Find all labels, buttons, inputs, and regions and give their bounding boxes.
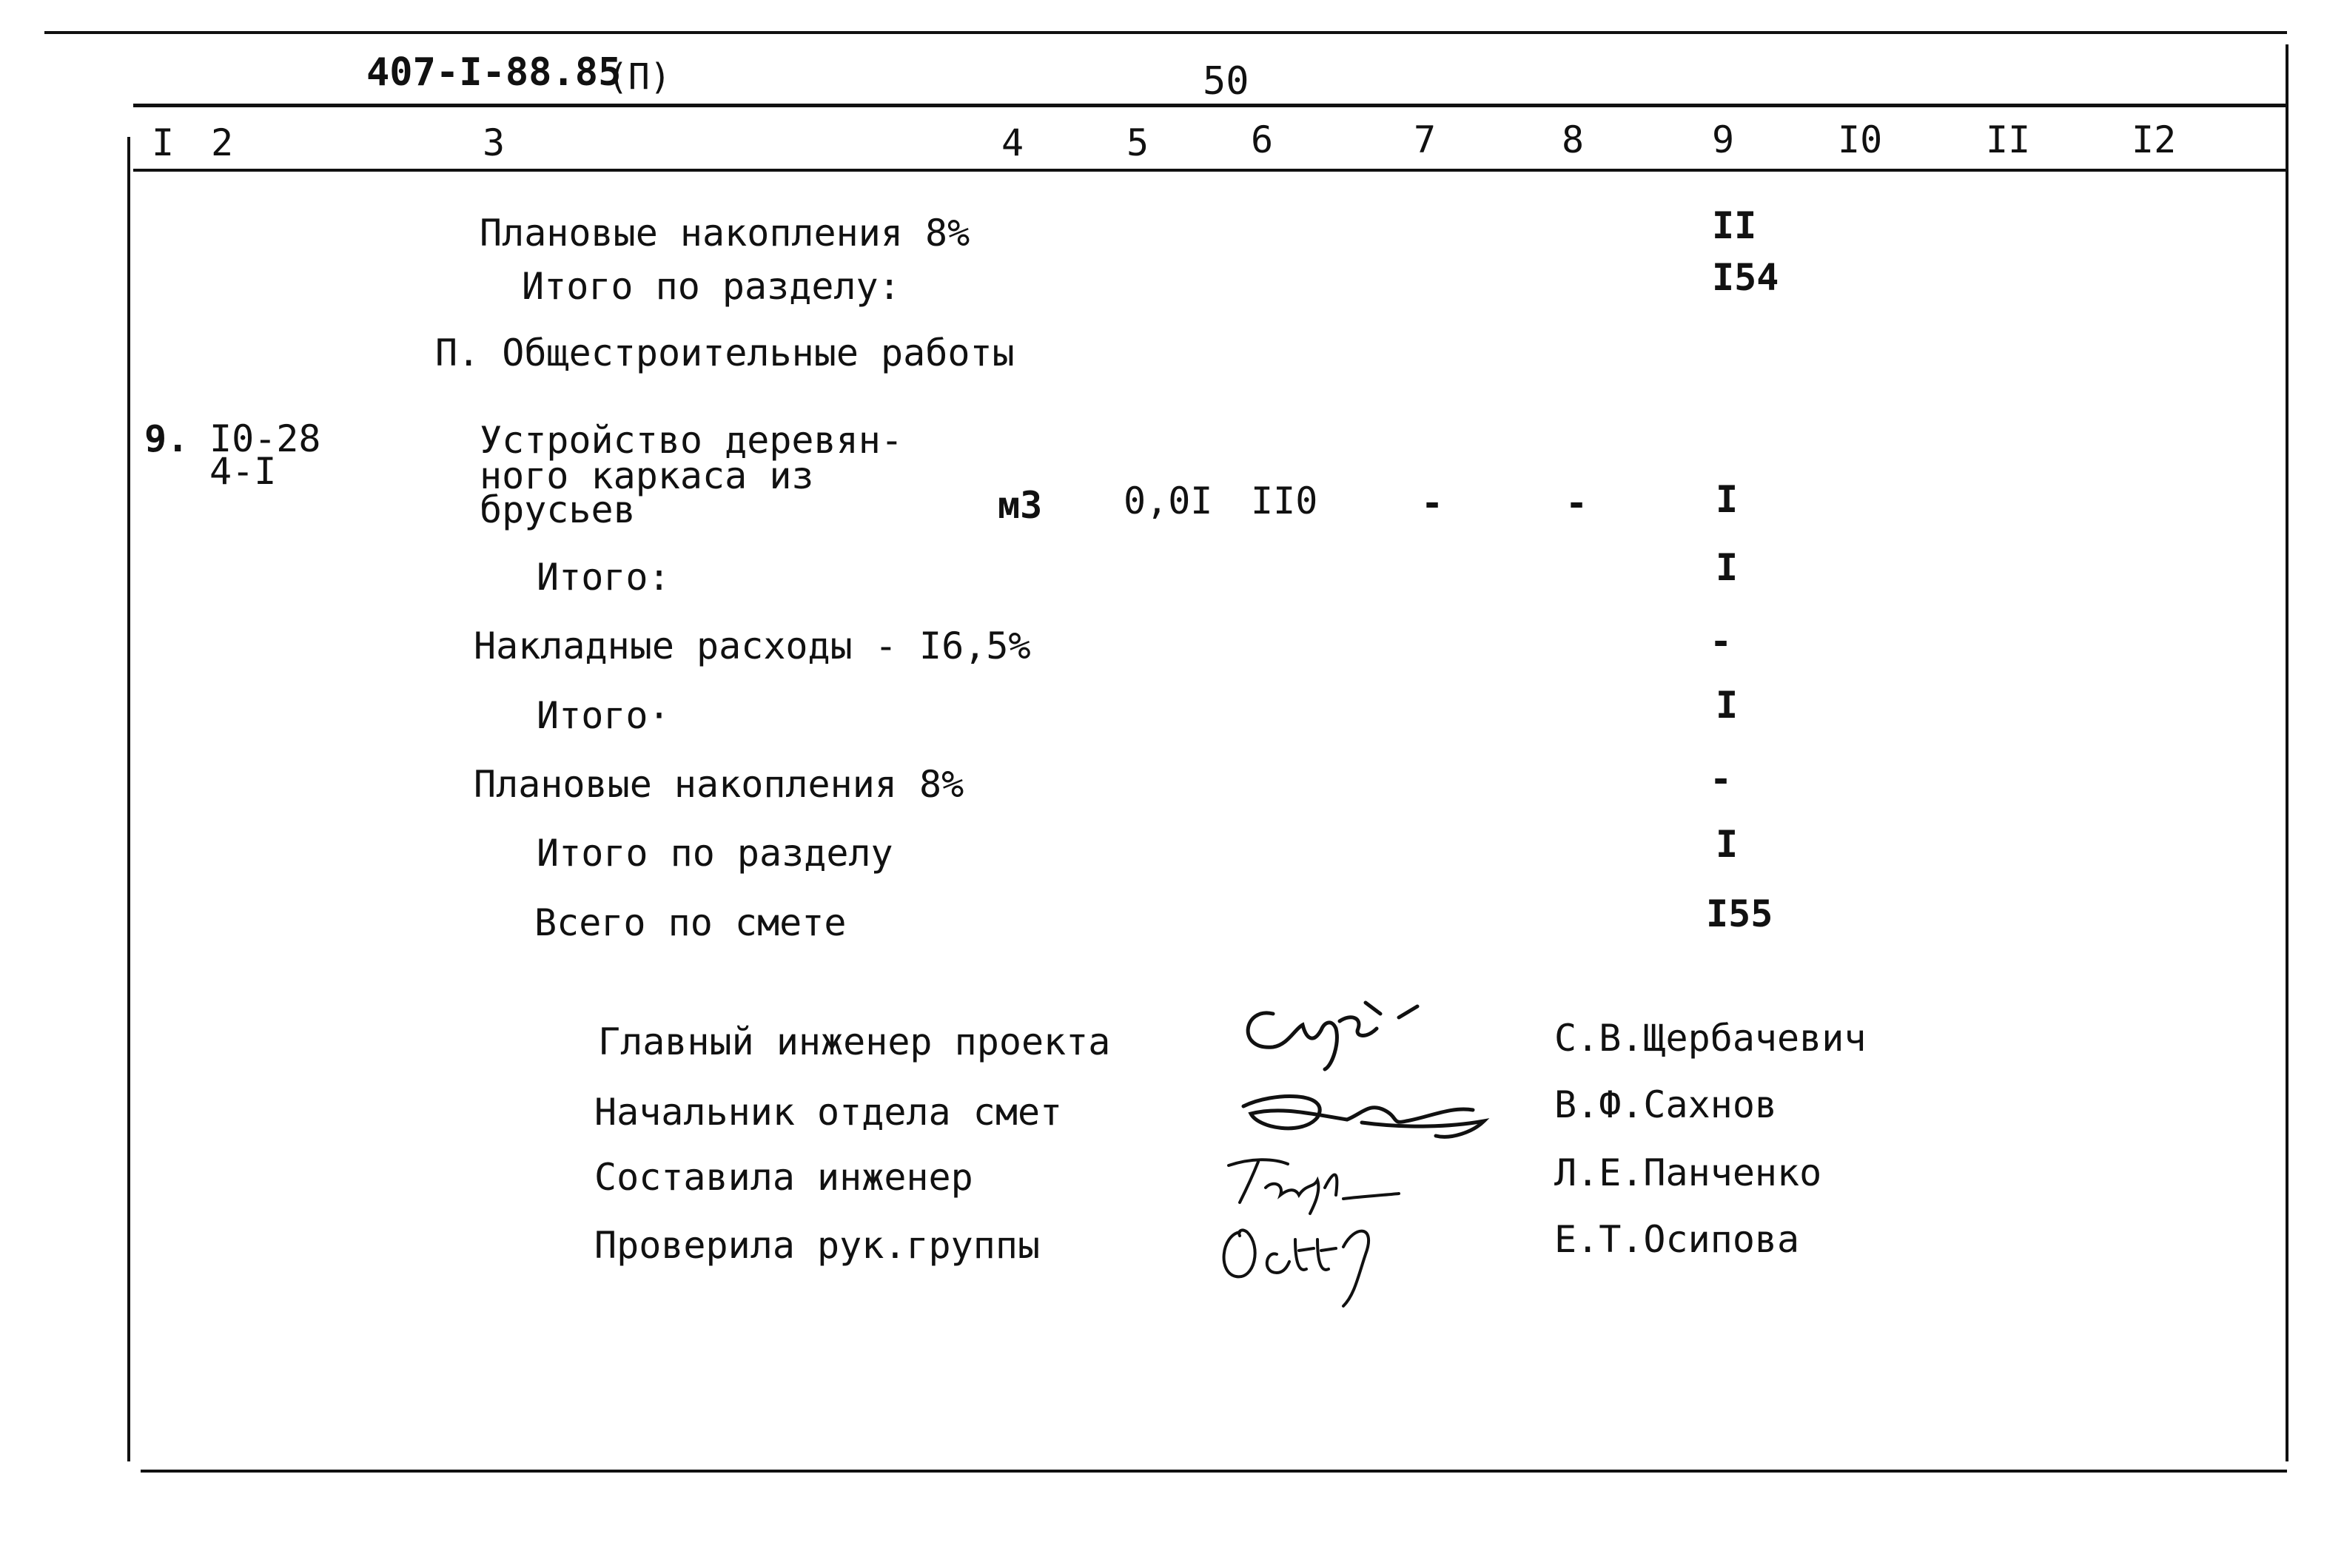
left-border [127,137,130,1461]
handwritten-signature-1 [1229,984,1473,1073]
item-col9: I [1716,478,1739,521]
header-rule-bottom [133,169,2287,172]
bottom-rule [141,1470,2287,1473]
section-title: П. Общестроительные работы [435,332,1015,374]
total2-label: Итого· [537,694,671,737]
item-name-line2: ного каркаса из [480,454,814,497]
page-number: 50 [1203,59,1249,104]
planned-savings2-value: - [1710,758,1733,801]
col-header-11: II [1986,118,2031,161]
total2-value: I [1716,684,1739,727]
signature-role-3: Составила инженер [594,1156,973,1199]
total-label: Итого: [537,556,671,599]
signature-name-2: В.Ф.Сахнов [1554,1083,1778,1126]
handwritten-signature-2 [1229,1077,1495,1151]
overhead-value: - [1710,620,1733,663]
col-header-9: 9 [1712,118,1735,161]
item-name-line3: брусьев [480,488,636,531]
col-header-12: I2 [2132,118,2177,161]
section2-total-label: Итого по разделу [537,832,893,875]
item-number: 9. [144,417,189,460]
planned-savings-value: II [1712,204,1757,247]
col-header-4: 4 [1001,121,1024,164]
col-header-1: I [152,121,175,164]
signature-role-1: Главный инженер проекта [598,1020,1111,1063]
item-name-line1: Устройство деревян- [480,419,903,462]
doc-suffix: (П) [607,56,671,98]
overhead-label: Накладные расходы - I6,5% [474,625,1031,667]
planned-savings-label: Плановые накопления 8% [480,212,970,255]
item-col8: - [1565,482,1588,525]
item-col7: - [1421,482,1444,525]
doc-code: 407-I-88.85 [366,50,622,95]
planned-savings2-label: Плановые накопления 8% [474,763,964,806]
total-value: I [1716,546,1739,589]
signature-role-4: Проверила рук.группы [594,1224,1041,1267]
col-header-5: 5 [1126,121,1149,164]
col-header-6: 6 [1251,118,1274,161]
right-border [2286,44,2288,1461]
item-qty: 0,0I [1124,480,1213,522]
col-header-3: 3 [483,121,506,164]
grand-total-label: Всего по смете [534,901,847,944]
col-header-8: 8 [1562,118,1585,161]
item-code-line1: I0-28 [209,417,321,460]
section-total-value: I54 [1712,256,1779,299]
item-price: II0 [1251,480,1318,522]
signature-role-2: Начальник отдела смет [594,1091,1063,1134]
col-header-2: 2 [211,121,234,164]
signature-name-1: С.В.Щербачевич [1554,1017,1867,1060]
section2-total-value: I [1716,823,1739,866]
item-code-line2: 4-I [209,450,277,493]
item-unit: м3 [998,484,1043,527]
col-header-7: 7 [1414,118,1437,161]
top-rule [44,31,2287,34]
section-total-label: Итого по разделу: [522,265,901,308]
header-rule-top [133,104,2287,107]
grand-total-value: I55 [1706,892,1773,935]
col-header-10: I0 [1838,118,1883,161]
handwritten-signature-4 [1206,1202,1428,1313]
signature-name-4: Е.Т.Осипова [1554,1218,1800,1261]
signature-name-3: Л.Е.Панченко [1554,1151,1822,1194]
